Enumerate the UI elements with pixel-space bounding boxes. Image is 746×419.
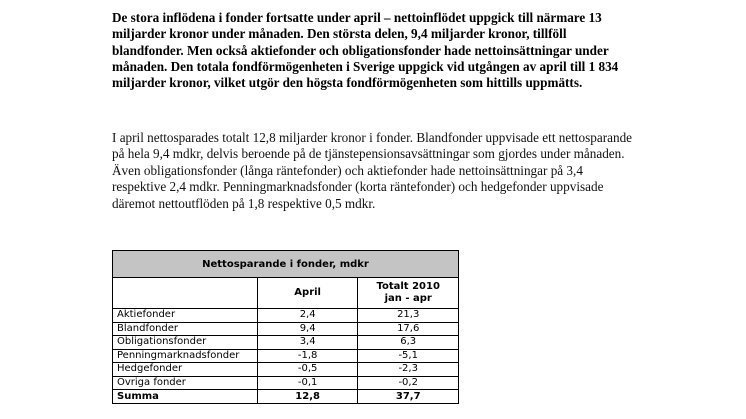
table-row — [113, 309, 459, 323]
row-total-value: 17,6 — [358, 322, 459, 336]
table-caption-row — [113, 251, 459, 278]
row-label: Hedgefonder — [113, 363, 258, 377]
row-label: Blandfonder — [113, 322, 258, 336]
body-paragraph: I april nettosparades totalt 12,8 miljarder kronor i fonder. Blandfonder uppvisade ett nettosparande på hela 9,4 mdkr, delvis beroende på de tjänstepensionsavsättningar som gjordes under månaden. Även obligationsfonder (långa räntefonder) och aktiefonder hade nettoinsättningar på 3,4 respektive 2,4 mdkr. Penningmarknadsfonder (korta räntefonder) och hedgefonder uppvisade däremot nettoutflöden på 1,8 respektive 0,5 mdkr. — [112, 130, 633, 211]
lead-paragraph: De stora inflödena i fonder fortsatte under april – nettoinflödet uppgick till närmare 13 miljarder kronor under månaden. Den största delen, 9,4 miljarder kronor, tillföll blandfonder. Men också aktiefonder och obligationsfonder hade nettoinsättningar under månaden. Den totala fondförmögenheten i Sverige uppgick vid utgången av april till 1 834 miljarder kronor, vilket utgör den högsta fondförmögenheten som hittills uppmätts. — [112, 10, 619, 91]
header-total-line1: Totalt 2010 — [376, 281, 440, 292]
row-april-value: -1,8 — [257, 349, 358, 363]
table-row — [113, 376, 459, 390]
row-total-value: 21,3 — [358, 309, 459, 323]
fund-savings-table — [112, 250, 459, 404]
row-april-value: -0,5 — [257, 363, 358, 377]
table-row — [113, 322, 459, 336]
row-total-value: -2,3 — [358, 363, 459, 377]
row-total-value: -0,2 — [358, 376, 459, 390]
row-april-value: 9,4 — [257, 322, 358, 336]
row-label: Aktiefonder — [113, 309, 258, 323]
row-april-value: 3,4 — [257, 336, 358, 350]
table-sum-row — [113, 390, 459, 404]
row-label: Övriga fonder — [113, 376, 258, 390]
sum-april-value: 12,8 — [257, 390, 358, 404]
row-total-value: -5,1 — [358, 349, 459, 363]
row-total-value: 6,3 — [358, 336, 459, 350]
header-april: April — [257, 278, 358, 309]
table-header-row — [113, 278, 459, 309]
table-row — [113, 349, 459, 363]
sum-total-value: 37,7 — [358, 390, 459, 404]
row-label: Penningmarknadsfonder — [113, 349, 258, 363]
row-april-value: 2,4 — [257, 309, 358, 323]
sum-label: Summa — [113, 390, 258, 404]
table-row — [113, 363, 459, 377]
row-april-value: -0,1 — [257, 376, 358, 390]
table-row — [113, 336, 459, 350]
header-blank-cell — [113, 278, 258, 309]
header-total — [358, 278, 459, 309]
header-total-line2: jan - apr — [384, 293, 432, 304]
row-label: Obligationsfonder — [113, 336, 258, 350]
table-caption: Nettosparande i fonder, mdkr — [113, 251, 459, 278]
